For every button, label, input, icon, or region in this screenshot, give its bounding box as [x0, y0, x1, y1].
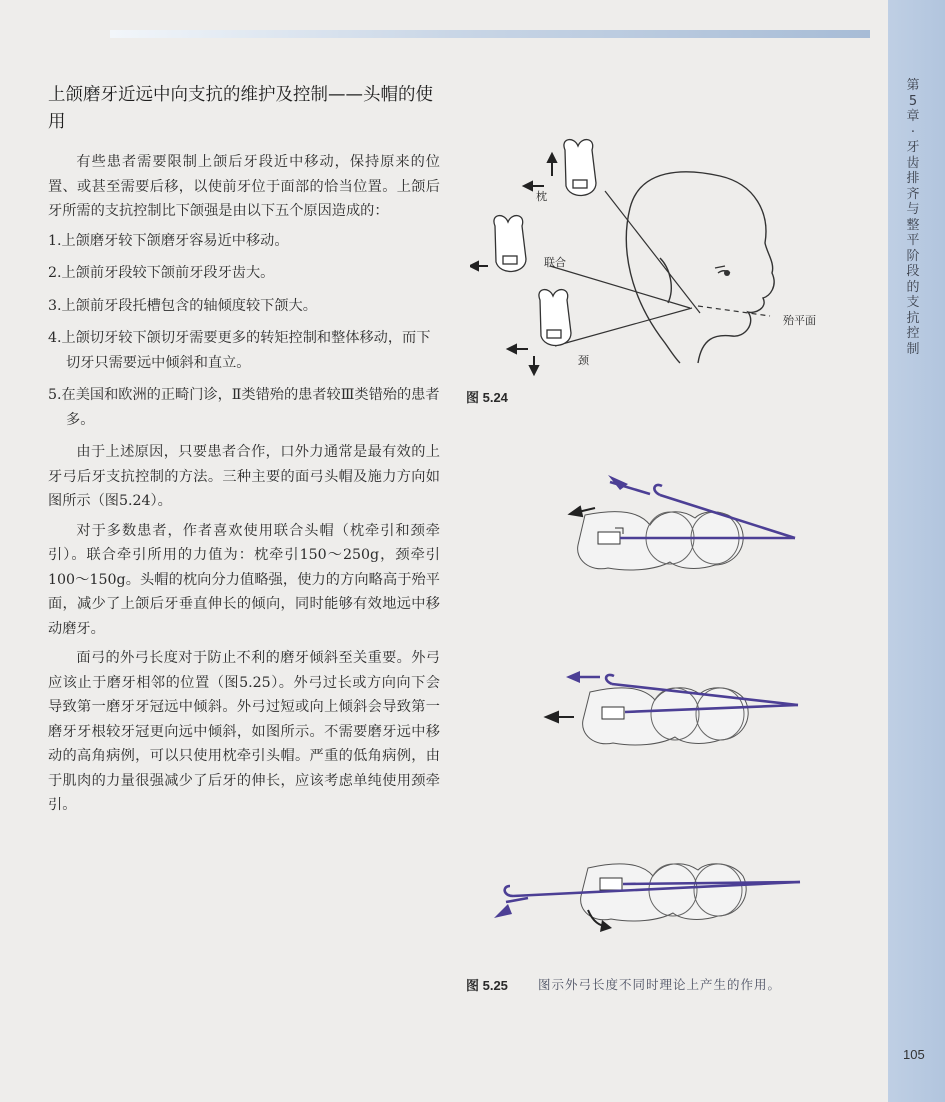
- arrow-icon: [566, 671, 580, 683]
- figure-5-25-caption: 图示外弓长度不同时理论上产生的作用。: [538, 977, 782, 992]
- reason-list: [48, 229, 440, 433]
- list-item: 2.上颌前牙段较下颌前牙段牙齿大。: [48, 265, 275, 281]
- figure-5-24-label: 图 5.24: [466, 390, 508, 405]
- figure-5-24-headgear-directions: [470, 128, 840, 378]
- intro-paragraph: 有些患者需要限制上颌后牙段近中移动，保持原来的位置、或甚至需要后移，以使前牙位于面部的恰当位置。上颌后牙所需的支抗控制比下颌强是由以下五个原因造成的：: [48, 154, 440, 219]
- label-occipital: 枕: [536, 190, 547, 203]
- label-occlusal-plane: 殆平面: [783, 314, 816, 327]
- arrow-icon: [494, 904, 512, 918]
- list-item: 4.上颌切牙较下颌切牙需要更多的转矩控制和整体移动，而下切牙只需要远中倾斜和直立。: [48, 330, 431, 371]
- molar-tube-icon: [600, 878, 622, 890]
- label-cervical: 颈: [578, 354, 589, 367]
- figure-5-25-label: 图 5.25: [466, 978, 508, 993]
- molar-tube-icon: [602, 707, 624, 719]
- figure-5-25-panel-short: [530, 662, 820, 752]
- list-item: 1.上颌磨牙较下颌磨牙容易近中移动。: [48, 232, 289, 249]
- molar-cervical: [539, 290, 571, 346]
- rotation-arrow-icon: [600, 920, 612, 932]
- molar-tube-icon: [598, 532, 620, 544]
- section-title: 上颌磨牙近远中向支抗的维护及控制——头帽的使用: [48, 85, 433, 132]
- molar-occipital: [564, 140, 596, 196]
- main-text-column: [48, 82, 440, 823]
- molar-combined: [494, 216, 526, 272]
- figure-5-25-panel-long: [490, 470, 810, 600]
- list-item: 5.在美国和欧洲的正畸门诊，Ⅱ类错殆的患者较Ⅲ类错殆的患者多。: [48, 387, 440, 428]
- chapter-title-vertical: 第 5 章 · 牙 齿 排 齐 与 整 平 阶 段 的 支 抗 控 制: [906, 78, 920, 357]
- body-paragraph: 对于多数患者，作者喜欢使用联合头帽（枕牵引和颈牵引）。联合牵引所用的力值为：枕牵引150～250g，颈牵引100～150g。头帽的枕向分力值略强，使力的方向略高于殆平面，减少了上颌后牙垂直伸长的倾向，同时能够有效地远中移动磨牙。: [48, 522, 440, 637]
- body-paragraph: 面弓的外弓长度对于防止不利的磨牙倾斜至关重要。外弓应该止于磨牙相邻的位置（图5.25）。外弓过长或方向向下会导致第一磨牙牙冠远中倾斜。外弓过短或向上倾斜会导致第一磨牙牙根较牙冠更向远中倾斜，如图所示。不需要磨牙远中移动的高角病例，可以只使用枕牵引头帽。严重的低角病例，由于肌肉的力量很强减少了后牙的伸长，应该考虑单纯使用颈牵引。: [48, 650, 440, 813]
- page-number: 105: [903, 1047, 925, 1062]
- body-paragraph: 由于上述原因，只要患者合作，口外力通常是最有效的上牙弓后牙支抗控制的方法。三种主要的面弓头帽及施力方向如图所示（图5.24）。: [48, 444, 440, 509]
- header-rule: [110, 30, 870, 38]
- list-item: 3.上颌前牙段托槽包含的轴倾度较下颌大。: [48, 297, 317, 314]
- figure-5-25-panel-downward: [488, 840, 818, 940]
- eye-icon: [724, 270, 730, 276]
- label-combined: 联合: [544, 256, 566, 269]
